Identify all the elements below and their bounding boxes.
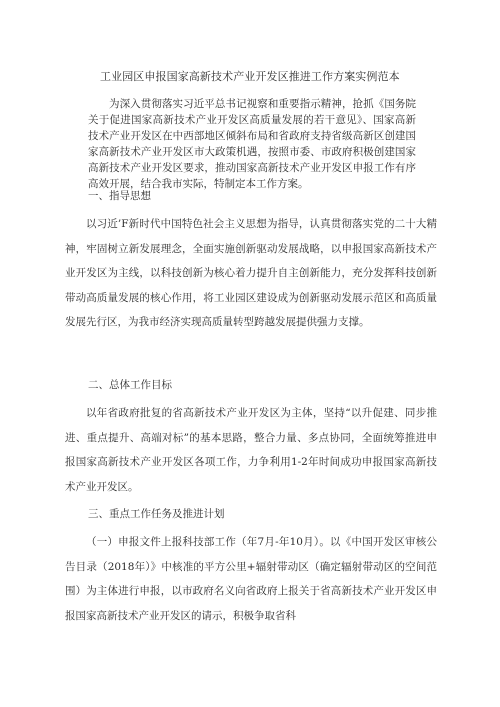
section-heading-overall-goal: 二、总体工作目标 [88, 379, 172, 391]
document-title: 工业园区申报国家高新技术产业开发区推进工作方案实例范本 [100, 70, 400, 83]
section-body-guiding-ideology: 以习近’F新时代中国特色社会主义思想为指导，认真贯彻落实党的二十大精神，牢固树立新发展理念，全面实施创新驱动发展战略，以申报国家高新技术产业开发区为主线，以科技创新为核心着力提升自主创新能力，充分发挥科技创新带动高质量发展的核心作用，将工业园区建设成为创新驱动发展示范区和高质量发展先行区，为我市经济实现高质量转型跨越发展提供强力支撑。 [65, 218, 437, 328]
section-heading-guiding-ideology: 一、指导思想 [88, 190, 151, 202]
section-body-overall-goal: 以年省政府批复的省高新技术产业开发区为主体，坚持“以升促建、同步推进、重点提升、高端对标”的基本思路，整合力量、多点协同，全面统筹推进申报国家高新技术产业开发区各项工作，力争利用1-2年时间成功申报国家高新技术产业开发区。 [65, 407, 437, 493]
intro-paragraph: 为深入贯彻落实习近平总书记视察和重要指示精神，抢抓《国务院关于促进国家高新技术产业开发区高质量发展的若干意见》、国家高新技术产业开发区在中西部地区倾斜布局和省政府支持省级高新区创建国家高新技术产业开发区市大政策机遇，按照市委、市政府积极创建国家高新技术产业开发区要求，推动国家高新技术产业开发区申报工作有序高效开展，结合我市实际，特制定本工作方案。 [88, 98, 416, 190]
section-body-key-tasks: （一）申报文件上报科技部工作（年7月-年10月）。以《中国开发区审核公告目录（2018年）》中核准的平方公里+辐射带动区（确定辐射带动区的空间范围）为主体进行申报，以市政府名义向省政府上报关于省高新技术产业开发区申报国家高新技术产业开发区的请示，积极争取省科 [65, 536, 437, 622]
section-heading-key-tasks: 三、重点工作任务及推进计划 [88, 508, 225, 520]
